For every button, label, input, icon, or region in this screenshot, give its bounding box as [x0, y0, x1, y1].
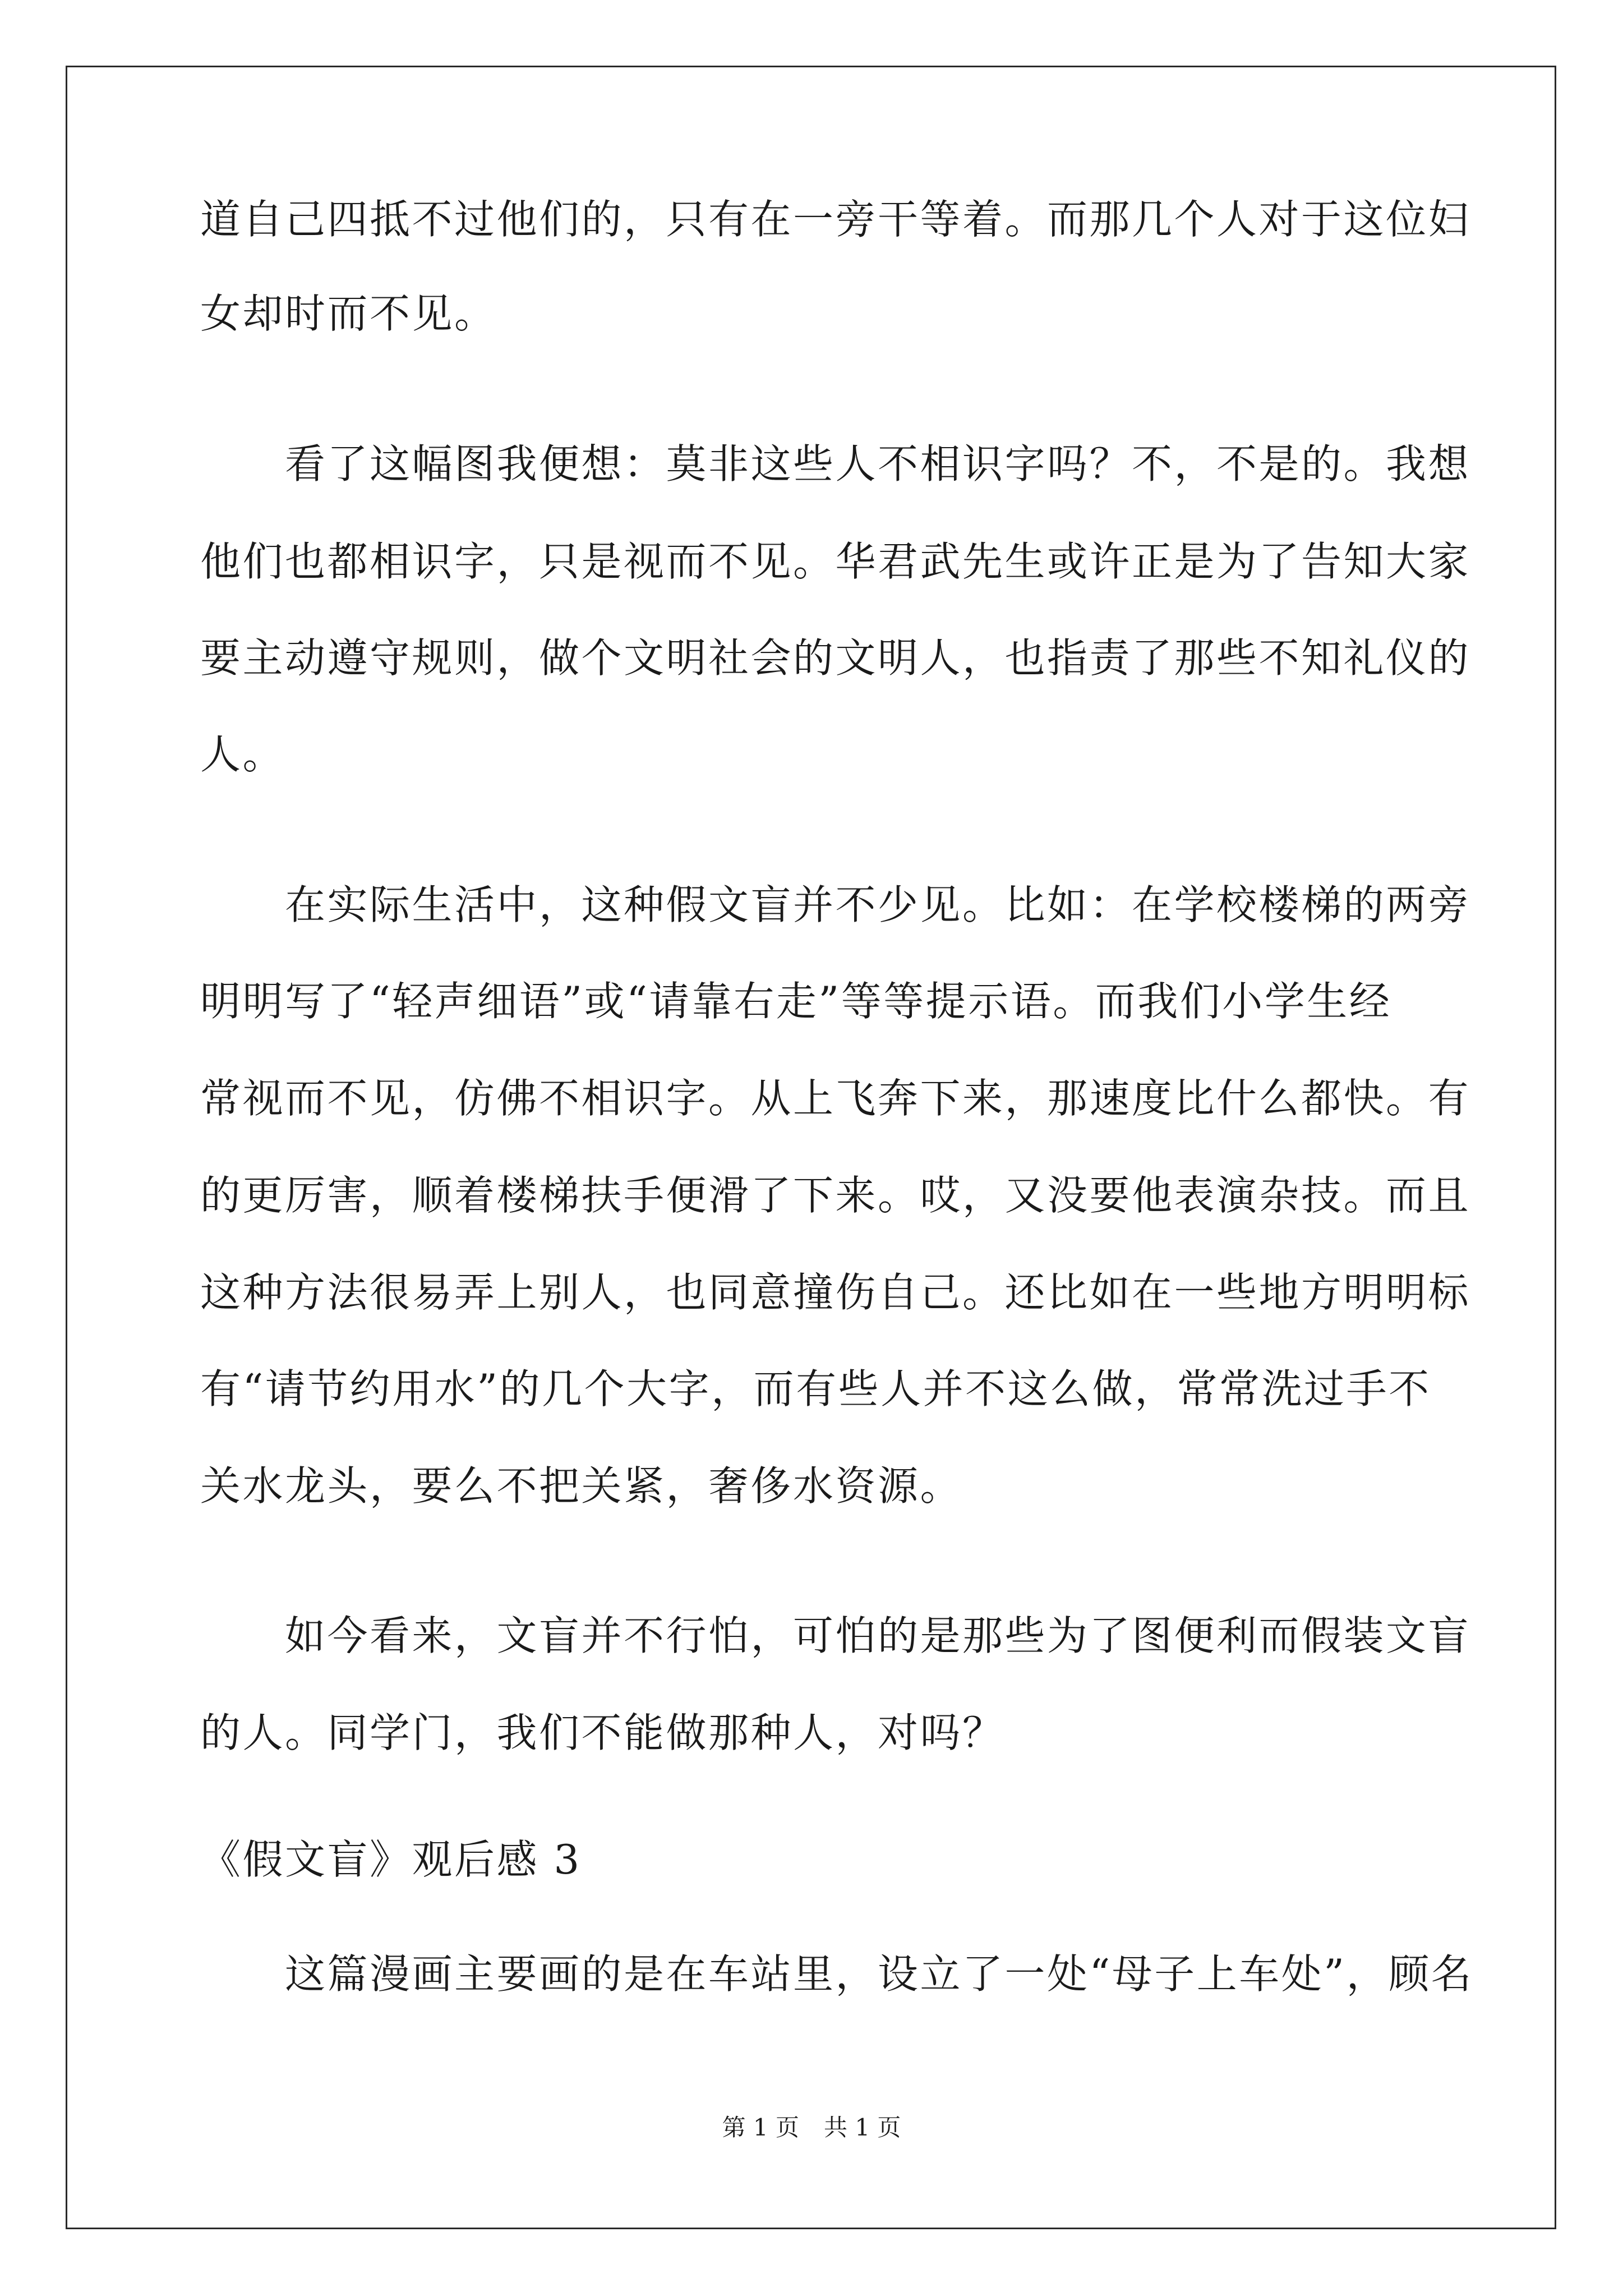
text-line: 要主动遵守规则，做个文明社会的文明人，也指责了那些不知礼仪的 [200, 634, 1471, 682]
text-line: 有“请节约用水”的几个大字，而有些人并不这么做，常常洗过手不 [200, 1365, 1431, 1412]
text-line: 看了这幅图我便想：莫非这些人不相识字吗？不，不是的。我想 [200, 440, 1471, 487]
text-line: 女却时而不见。 [200, 290, 497, 337]
text-line: 在实际生活中，这种假文盲并不少见。比如：在学校楼梯的两旁 [200, 881, 1471, 928]
page-border [66, 66, 1556, 2229]
text-line: 这篇漫画主要画的是在车站里，设立了一处“母子上车处”，顾名 [200, 1950, 1474, 1998]
section-heading: 《假文盲》观后感 3 [200, 1836, 582, 1883]
text-line: 人。 [200, 731, 285, 778]
text-line: 这种方法很易弄上别人，也同意撞伤自己。还比如在一些地方明明标 [200, 1269, 1471, 1316]
text-line: 道自己四抵不过他们的，只有在一旁干等着。而那几个人对于这位妇 [200, 196, 1471, 243]
page-number: 第 1 页 [722, 2114, 799, 2141]
text-line: 的更厉害，顺着楼梯扶手便滑了下来。哎，又没要他表演杂技。而且 [200, 1172, 1471, 1219]
text-line: 的人。同学门，我们不能做那种人，对吗？ [200, 1709, 1005, 1756]
text-line: 常视而不见，仿佛不相识字。从上飞奔下来，那速度比什么都快。有 [200, 1075, 1471, 1122]
text-line: 明明写了“轻声细语”或“请靠右走”等等提示语。而我们小学生经 [200, 978, 1392, 1025]
text-line: 关水龙头，要么不把关紧，奢侈水资源。 [200, 1462, 963, 1510]
page-total: 共 1 页 [824, 2114, 901, 2141]
text-line: 他们也都相识字，只是视而不见。华君武先生或许正是为了告知大家 [200, 538, 1471, 585]
page-footer [0, 2116, 1623, 2139]
text-line: 如今看来，文盲并不行怕，可怕的是那些为了图便利而假装文盲 [200, 1612, 1471, 1659]
